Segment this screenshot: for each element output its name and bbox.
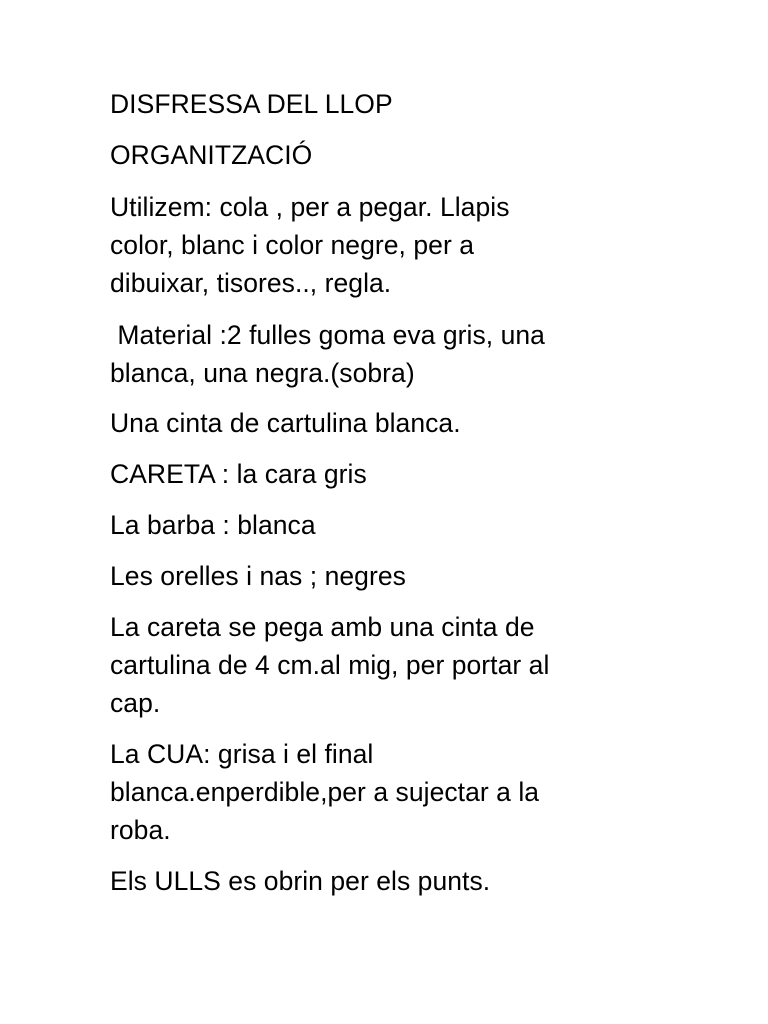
paragraph-line: Les orelles i nas ; negres — [110, 561, 406, 591]
paragraph-line: dibuixar, tisores.., regla. — [110, 268, 392, 298]
paragraph-line: blanca, una negra.(sobra) — [110, 358, 415, 388]
section-heading: ORGANITZACIÓ — [110, 140, 313, 170]
paragraph-line: roba. — [110, 815, 171, 845]
paragraph-line: Utilizem: cola , per a pegar. Llapis — [110, 192, 510, 222]
paragraph-line: Material :2 fulles goma eva gris, una — [110, 320, 545, 350]
paragraph-line: Els ULLS es obrin per els punts. — [110, 866, 491, 896]
document-title: DISFRESSA DEL LLOP — [110, 89, 393, 119]
paragraph-line: La careta se pega amb una cinta de — [110, 612, 535, 642]
paragraph-line: blanca.enperdible,per a sujectar a la — [110, 777, 540, 807]
paragraph-line: color, blanc i color negre, per a — [110, 230, 475, 260]
paragraph-line: La CUA: grisa i el final — [110, 739, 374, 769]
paragraph-line: La barba : blanca — [110, 510, 316, 540]
paragraph-line: cartulina de 4 cm.al mig, per portar al — [110, 650, 550, 680]
paragraph-line: cap. — [110, 688, 161, 718]
paragraph-line: CARETA : la cara gris — [110, 459, 367, 489]
paragraph-line: Una cinta de cartulina blanca. — [110, 408, 461, 438]
